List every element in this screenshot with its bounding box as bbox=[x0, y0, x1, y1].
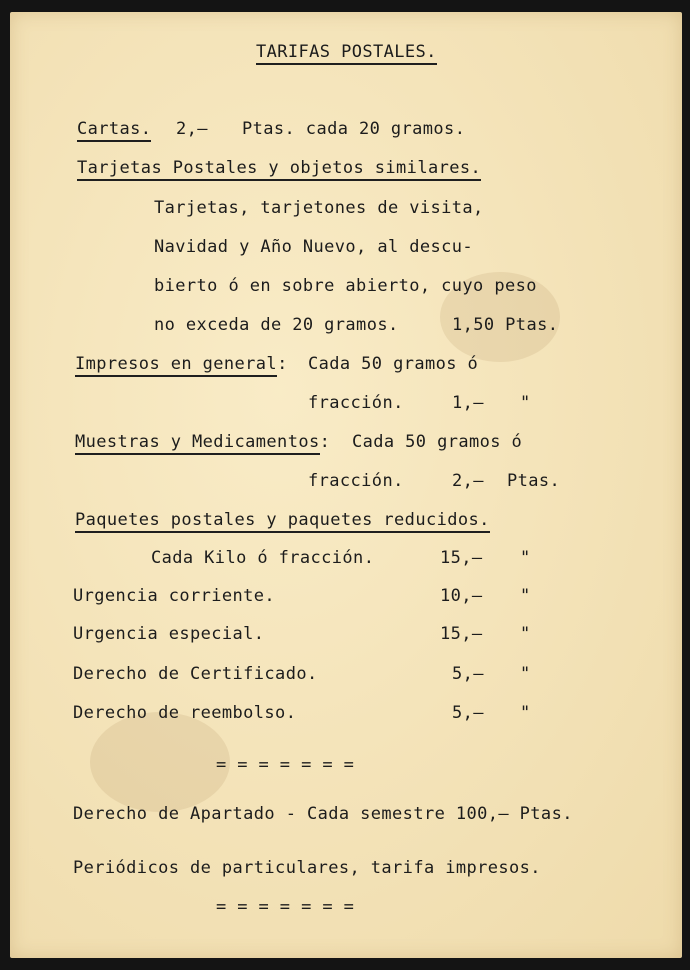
muestras-row bbox=[75, 432, 330, 452]
impresos-text: Cada 50 gramos ó bbox=[308, 354, 479, 374]
paquetes-row-unit: " bbox=[520, 624, 531, 644]
paquetes-row-label: Urgencia corriente. bbox=[73, 586, 276, 606]
paquetes-row-unit: " bbox=[520, 548, 531, 568]
paquetes-row-label: Derecho de Certificado. bbox=[73, 664, 318, 684]
cartas-price: 2,— bbox=[176, 119, 208, 139]
periodicos-line: Periódicos de particulares, tarifa impresos. bbox=[73, 858, 541, 878]
muestras-unit: Ptas. bbox=[507, 471, 561, 491]
muestras-text: Cada 50 gramos ó bbox=[352, 432, 523, 452]
cartas-label: Cartas. bbox=[77, 119, 151, 142]
muestras-colon: : bbox=[319, 432, 331, 452]
paquetes-heading: Paquetes postales y paquetes reducidos. bbox=[75, 510, 490, 533]
cartas-text: Ptas. cada 20 gramos. bbox=[242, 119, 466, 139]
paquetes-row-price: 5,— bbox=[452, 703, 484, 723]
paper-stain bbox=[90, 712, 230, 812]
page-title: TARIFAS POSTALES. bbox=[256, 42, 437, 65]
impresos-label: Impresos en general bbox=[75, 354, 277, 377]
tarjetas-line: Navidad y Año Nuevo, al descu- bbox=[154, 237, 474, 257]
paquetes-row-label: Derecho de reembolso. bbox=[73, 703, 297, 723]
muestras-cont: fracción. bbox=[308, 471, 404, 491]
tarjetas-line: bierto ó en sobre abierto, cuyo peso bbox=[154, 276, 537, 296]
muestras-label: Muestras y Medicamentos bbox=[75, 432, 320, 455]
impresos-colon: : bbox=[277, 354, 288, 374]
paquetes-row-unit: " bbox=[520, 703, 531, 723]
paquetes-row-price: 5,— bbox=[452, 664, 484, 684]
impresos-unit: " bbox=[520, 393, 531, 413]
paquetes-row-unit: " bbox=[520, 664, 531, 684]
impresos-price: 1,— bbox=[452, 393, 484, 413]
separator: = = = = = = = bbox=[216, 897, 355, 917]
apartado-line: Derecho de Apartado - Cada semestre 100,— Ptas. bbox=[73, 804, 573, 824]
tarjetas-price: 1,50 Ptas. bbox=[452, 315, 559, 335]
paquetes-row-price: 15,— bbox=[440, 548, 483, 568]
postal-card bbox=[10, 12, 682, 958]
separator: = = = = = = = bbox=[216, 755, 355, 775]
paquetes-row-unit: " bbox=[520, 586, 531, 606]
paquetes-row-price: 10,— bbox=[440, 586, 483, 606]
impresos-cont: fracción. bbox=[308, 393, 404, 413]
paquetes-row-price: 15,— bbox=[440, 624, 483, 644]
impresos-row bbox=[75, 354, 288, 374]
paquetes-row-label: Cada Kilo ó fracción. bbox=[151, 548, 375, 568]
muestras-price: 2,— bbox=[452, 471, 484, 491]
tarjetas-heading: Tarjetas Postales y objetos similares. bbox=[77, 158, 481, 181]
tarjetas-line: Tarjetas, tarjetones de visita, bbox=[154, 198, 484, 218]
paquetes-row-label: Urgencia especial. bbox=[73, 624, 265, 644]
tarjetas-line: no exceda de 20 gramos. bbox=[154, 315, 399, 335]
